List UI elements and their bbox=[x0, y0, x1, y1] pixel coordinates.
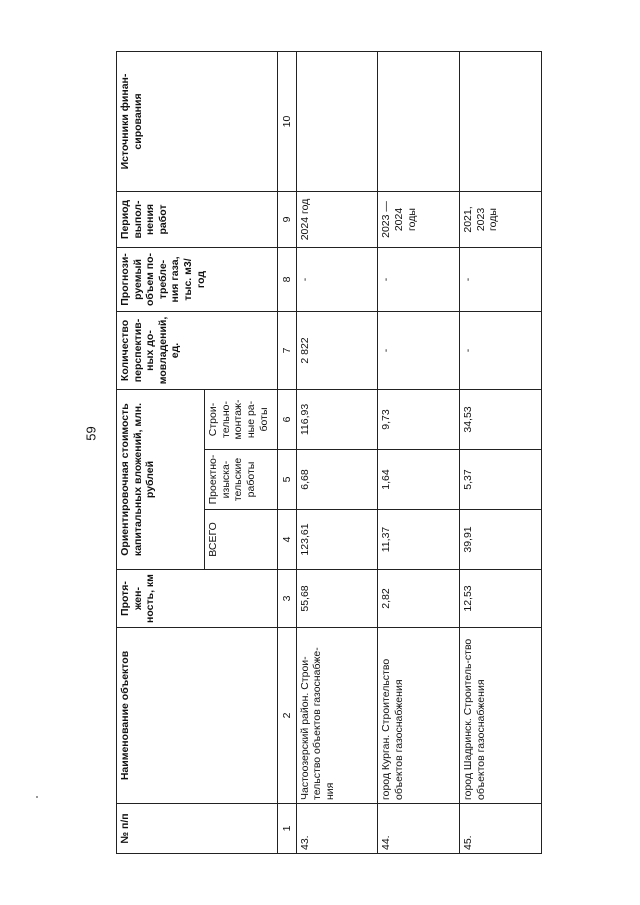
row-total: 11,37 bbox=[378, 510, 460, 570]
row-design: 6,68 bbox=[296, 450, 378, 510]
row-total: 39,91 bbox=[460, 510, 542, 570]
row-sources bbox=[460, 51, 542, 191]
row-length: 12,53 bbox=[460, 570, 542, 628]
row-build: 9,73 bbox=[378, 389, 460, 449]
column-number: 2 bbox=[278, 628, 296, 804]
rotated-table-frame bbox=[116, 52, 542, 854]
header-sources: Источники финан-сирования bbox=[117, 51, 278, 191]
row-period: 2023 — 2024 годы bbox=[378, 191, 460, 247]
header-length: Протя-жен-ность, км bbox=[117, 570, 278, 628]
column-number: 6 bbox=[278, 389, 296, 449]
row-build: 116,93 bbox=[296, 389, 378, 449]
row-sources bbox=[378, 51, 460, 191]
row-gas: - bbox=[296, 247, 378, 311]
header-households: Количество перспектив-ных до-мовладений, ед. bbox=[117, 311, 278, 389]
row-total: 123,61 bbox=[296, 510, 378, 570]
row-length: 2,82 bbox=[378, 570, 460, 628]
row-households: - bbox=[378, 311, 460, 389]
row-period: 2021, 2023 годы bbox=[460, 191, 542, 247]
header-gas-volume: Прогнози-руемый объем по-требле-ния газа, тыс. м3/год bbox=[117, 247, 278, 311]
column-number-row bbox=[278, 51, 296, 853]
header-cost-total: ВСЕГО bbox=[205, 510, 278, 570]
row-sources bbox=[296, 51, 378, 191]
row-households: 2 822 bbox=[296, 311, 378, 389]
column-number: 1 bbox=[278, 804, 296, 854]
row-name: город Курган. Строительство объектов газоснабжения bbox=[378, 628, 460, 804]
row-design: 5,37 bbox=[460, 450, 542, 510]
header-name: Наименование объектов bbox=[117, 628, 278, 804]
row-num: 45. bbox=[460, 804, 542, 854]
table-wrapper bbox=[116, 52, 542, 854]
header-cost: Ориентировочная стоимость капитальных вложений, млн. рублей bbox=[117, 389, 205, 569]
row-num: 43. bbox=[296, 804, 378, 854]
row-num: 44. bbox=[378, 804, 460, 854]
page-number: 59 bbox=[83, 426, 99, 441]
column-number: 4 bbox=[278, 510, 296, 570]
column-number: 10 bbox=[278, 51, 296, 191]
table-row bbox=[460, 51, 542, 853]
table-row bbox=[296, 51, 378, 853]
row-gas: - bbox=[378, 247, 460, 311]
scan-speck bbox=[36, 796, 38, 798]
row-design: 1,64 bbox=[378, 450, 460, 510]
row-name: город Шадринск. Строитель-ство объектов газоснабжения bbox=[460, 628, 542, 804]
row-period: 2024 год bbox=[296, 191, 378, 247]
header-num: № п/п bbox=[117, 804, 278, 854]
row-name: Частоозерский район. Строи-тельство объектов газоснабже-ния bbox=[296, 628, 378, 804]
row-households: - bbox=[460, 311, 542, 389]
header-cost-design: Проектно-изыска-тельские работы bbox=[205, 450, 278, 510]
investment-table bbox=[116, 51, 542, 854]
row-build: 34,53 bbox=[460, 389, 542, 449]
row-gas: - bbox=[460, 247, 542, 311]
row-length: 55,68 bbox=[296, 570, 378, 628]
column-number: 9 bbox=[278, 191, 296, 247]
header-cost-build: Строи-тельно-монтаж-ные ра-боты bbox=[205, 389, 278, 449]
column-number: 3 bbox=[278, 570, 296, 628]
header-period: Период выпол-нения работ bbox=[117, 191, 278, 247]
column-number: 5 bbox=[278, 450, 296, 510]
table-row bbox=[378, 51, 460, 853]
column-number: 8 bbox=[278, 247, 296, 311]
column-number: 7 bbox=[278, 311, 296, 389]
